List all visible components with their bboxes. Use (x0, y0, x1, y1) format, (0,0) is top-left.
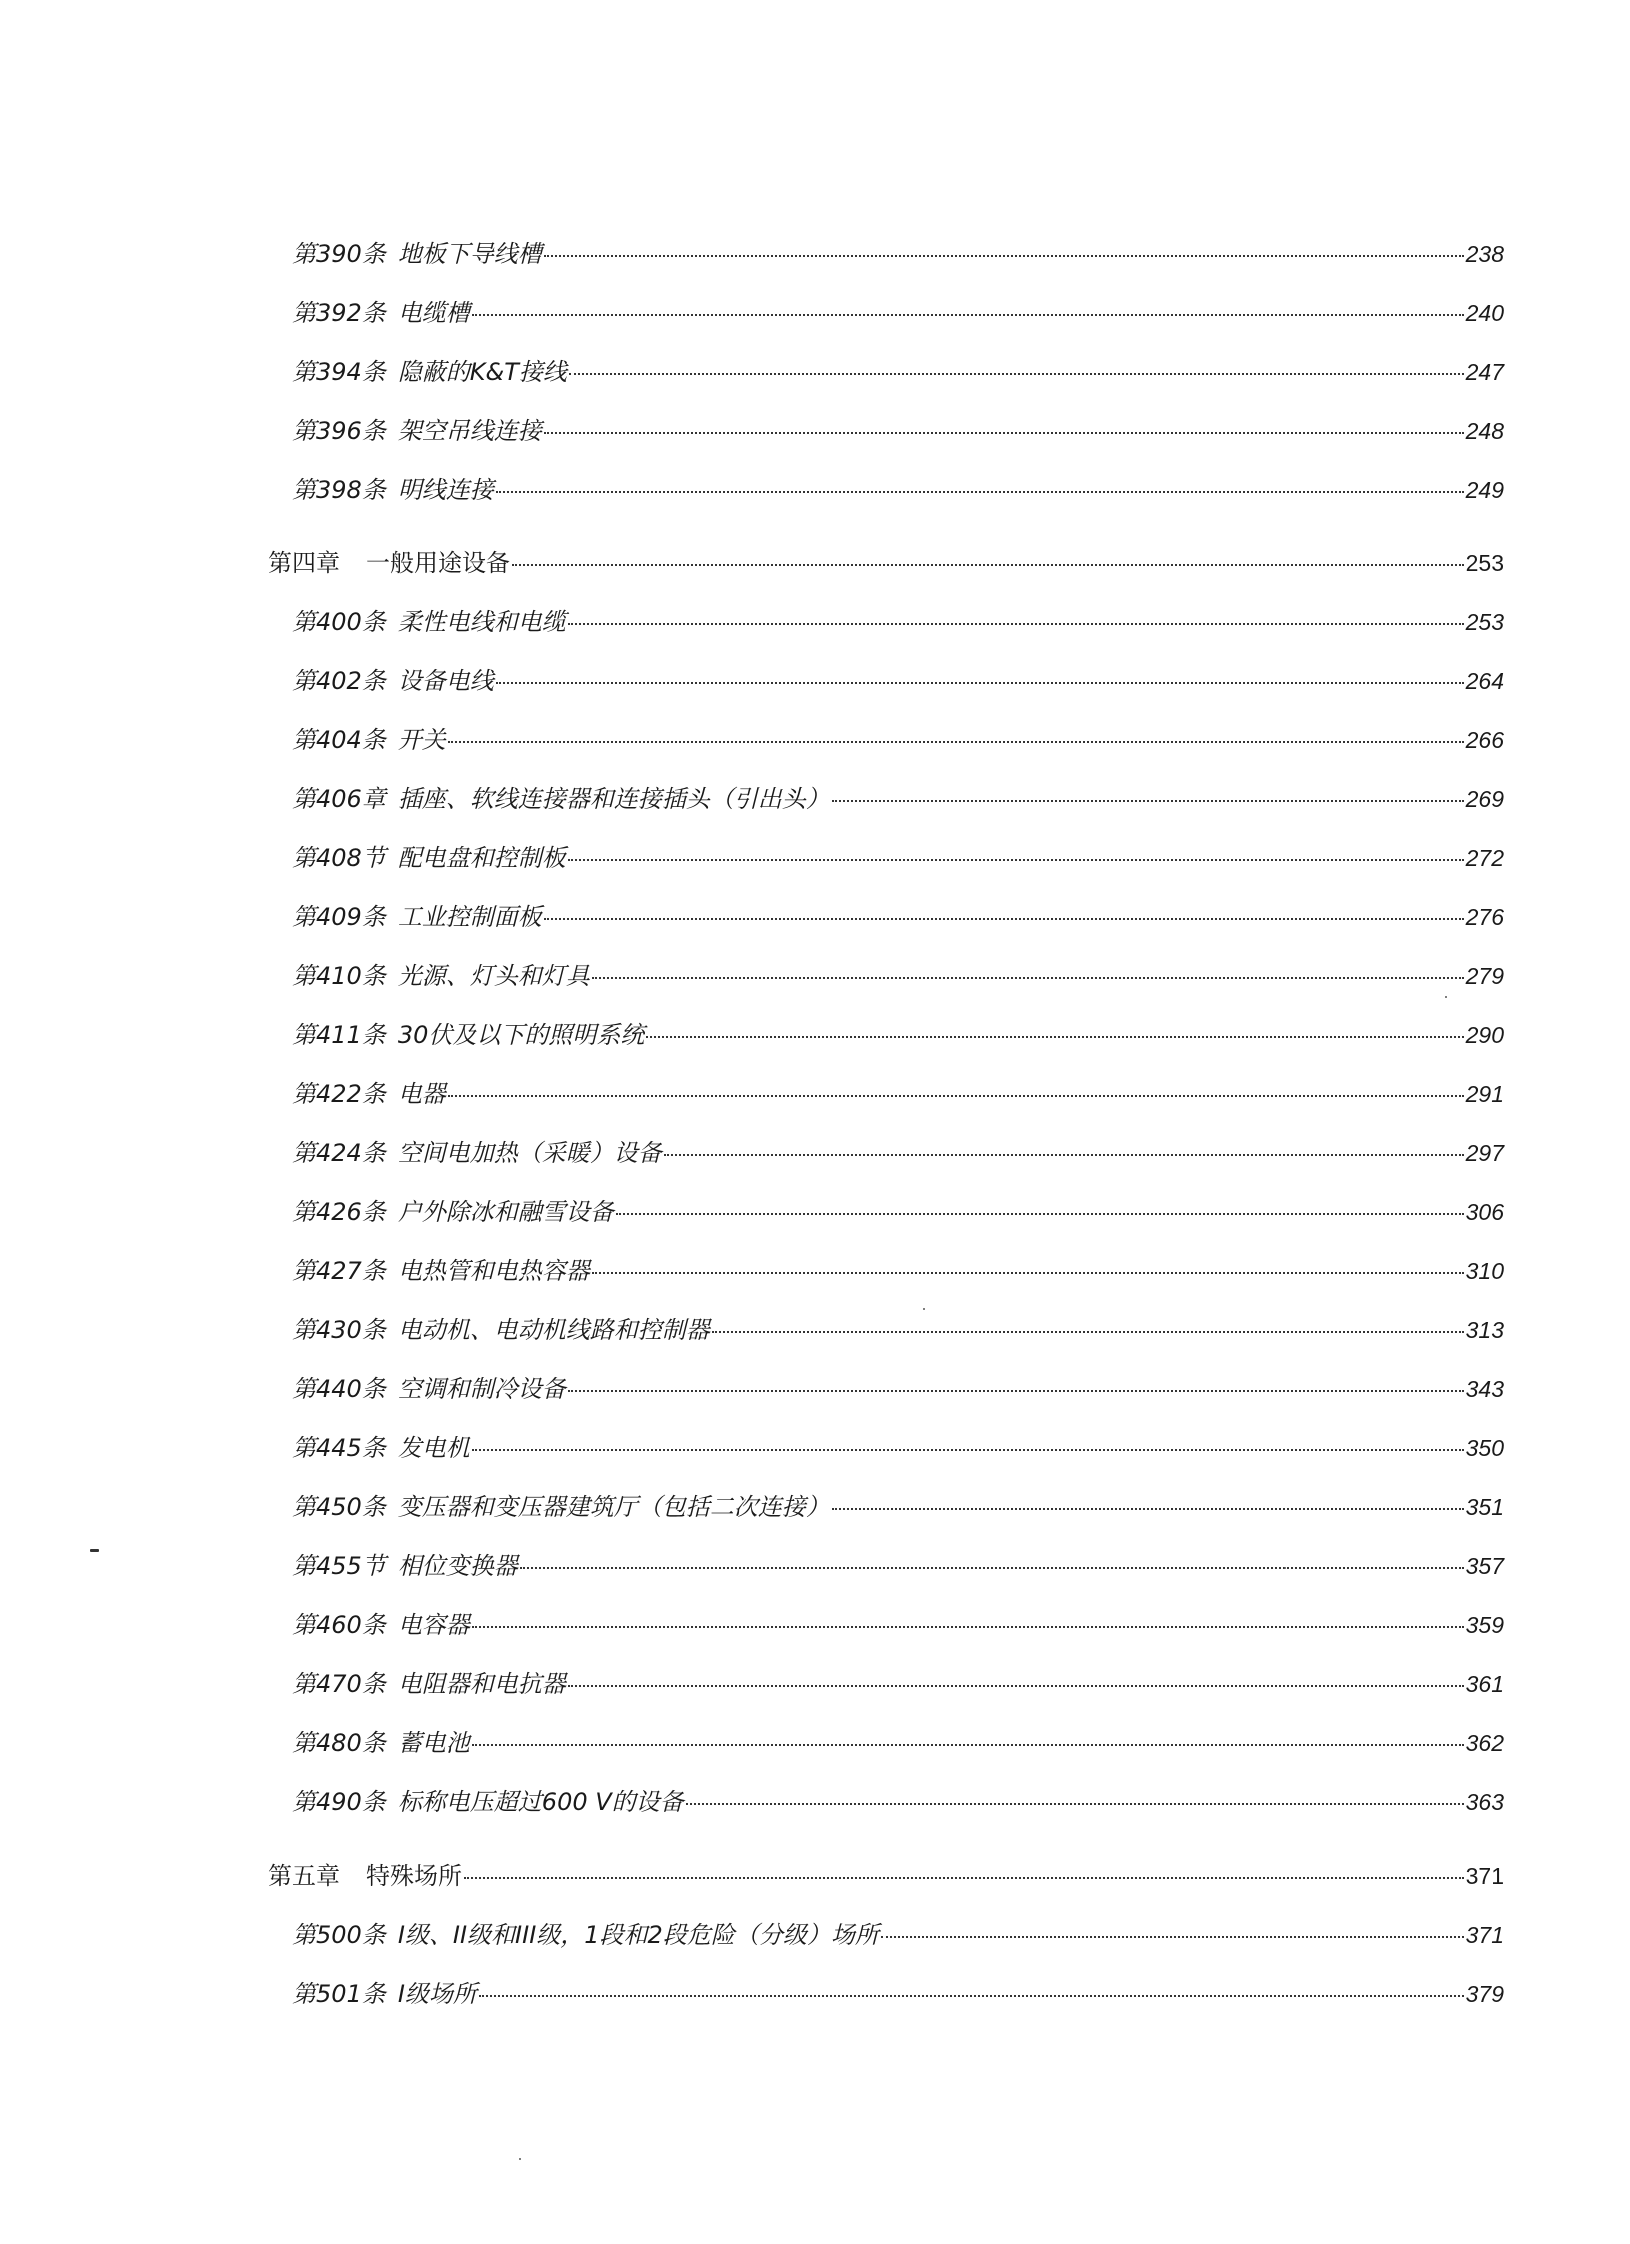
toc-entry-title: 电热管和电热容器 (397, 1257, 590, 1285)
toc-section-entry (292, 607, 1504, 637)
scan-speck (1284, 1567, 1286, 1569)
toc-page-number: 264 (1465, 668, 1504, 694)
toc-entry-title: 开关 (397, 726, 446, 754)
toc-entry-title: 特殊场所 (366, 1862, 462, 1890)
toc-entry-number: 第406章 (292, 785, 386, 813)
toc-entry-number: 第400条 (292, 608, 386, 636)
toc-entry-title: 标称电压超过600 V的设备 (397, 1788, 684, 1816)
toc-page-number: 240 (1465, 300, 1504, 326)
toc-page-number: 290 (1465, 1022, 1504, 1048)
toc-page-number: 359 (1465, 1612, 1504, 1638)
toc-dot-leader (479, 1995, 1464, 1997)
toc-page-number: 363 (1465, 1789, 1504, 1815)
toc-entry-number: 第450条 (292, 1493, 386, 1521)
toc-dot-leader (592, 1272, 1464, 1274)
toc-dot-leader (646, 1036, 1463, 1038)
toc-entry-number: 第390条 (292, 240, 386, 268)
toc-dot-leader (496, 682, 1464, 684)
toc-entry-title: 电动机、电动机线路和控制器 (397, 1316, 710, 1344)
toc-page-number: 351 (1465, 1494, 1504, 1520)
toc-entry-number: 第404条 (292, 726, 386, 754)
toc-chapter-entry (268, 548, 1504, 578)
toc-page-number: 343 (1465, 1376, 1504, 1402)
toc-entry-number: 第501条 (292, 1980, 386, 2008)
toc-entry-number: 第427条 (292, 1257, 386, 1285)
toc-entry-title: 插座、软线连接器和连接插头（引出头） (397, 785, 830, 813)
toc-section-entry (292, 1787, 1504, 1817)
toc-page-number: 248 (1465, 418, 1504, 444)
toc-section-entry (292, 1315, 1504, 1345)
toc-entry-number: 第396条 (292, 417, 386, 445)
toc-entry-title: 明线连接 (397, 476, 494, 504)
toc-dot-leader (568, 859, 1464, 861)
toc-entry-number: 第500条 (292, 1921, 386, 1949)
toc-entry-number: 第392条 (292, 299, 386, 327)
toc-dot-leader (472, 1744, 1464, 1746)
toc-dot-leader (568, 1390, 1464, 1392)
toc-section-entry (292, 1551, 1504, 1581)
toc-section-entry (292, 725, 1504, 755)
toc-dot-leader (472, 1449, 1464, 1451)
toc-entry-title: 架空吊线连接 (397, 417, 542, 445)
toc-entry-title: 地板下导线槽 (397, 240, 542, 268)
toc-dot-leader (448, 1095, 1464, 1097)
toc-entry-title: 隐蔽的K&T接线 (397, 358, 567, 386)
toc-entry-number: 第398条 (292, 476, 386, 504)
toc-entry-number: 第409条 (292, 903, 386, 931)
toc-entry-title: 相位变换器 (397, 1552, 518, 1580)
toc-section-entry (292, 843, 1504, 873)
toc-entry-number: 第430条 (292, 1316, 386, 1344)
toc-page-number: 272 (1465, 845, 1504, 871)
toc-entry-number: 第408节 (292, 844, 386, 872)
toc-page-number: 297 (1465, 1140, 1504, 1166)
toc-dot-leader (520, 1567, 1464, 1569)
toc-dot-leader (512, 564, 1464, 566)
toc-section-entry (292, 239, 1504, 269)
toc-page-number: 361 (1465, 1671, 1504, 1697)
toc-entry-title: 电器 (397, 1080, 446, 1108)
toc-dot-leader (496, 491, 1464, 493)
toc-entry-title: 工业控制面板 (397, 903, 542, 931)
toc-dot-leader (664, 1154, 1464, 1156)
toc-section-entry (292, 1728, 1504, 1758)
toc-page-number: 253 (1465, 609, 1504, 635)
toc-entry-number: 第424条 (292, 1139, 386, 1167)
toc-dot-leader (472, 1626, 1464, 1628)
toc-dot-leader (544, 918, 1464, 920)
toc-entry-title: 变压器和变压器建筑厅（包括二次连接） (397, 1493, 830, 1521)
toc-dot-leader (712, 1331, 1464, 1333)
toc-section-entry (292, 1610, 1504, 1640)
toc-dot-leader (472, 314, 1464, 316)
scan-mark (90, 1549, 99, 1552)
toc-page-number: 371 (1465, 1922, 1504, 1948)
toc-page-number: 350 (1465, 1435, 1504, 1461)
toc-entry-number: 第411条 (292, 1021, 386, 1049)
toc-entry-title: 光源、灯头和灯具 (397, 962, 590, 990)
toc-dot-leader (568, 623, 1464, 625)
toc-entry-number: 第490条 (292, 1788, 386, 1816)
toc-dot-leader (569, 373, 1464, 375)
toc-entry-title: 电阻器和电抗器 (397, 1670, 566, 1698)
toc-dot-leader (881, 1936, 1464, 1938)
toc-entry-title: I级场所 (397, 1980, 477, 2008)
toc-page-number: 310 (1465, 1258, 1504, 1284)
toc-entry-title: 蓄电池 (397, 1729, 470, 1757)
toc-entry-number: 第480条 (292, 1729, 386, 1757)
toc-entry-title: 空调和制冷设备 (397, 1375, 566, 1403)
toc-entry-title: 30伏及以下的照明系统 (397, 1021, 645, 1049)
toc-page-number: 269 (1465, 786, 1504, 812)
toc-entry-title: 发电机 (397, 1434, 470, 1462)
toc-chapter-entry (268, 1861, 1504, 1891)
toc-page-number: 362 (1465, 1730, 1504, 1756)
toc-page-number: 371 (1465, 1863, 1504, 1889)
toc-entry-title: 设备电线 (397, 667, 494, 695)
toc-dot-leader (568, 1685, 1464, 1687)
toc-section-entry (292, 1374, 1504, 1404)
scan-speck (923, 1308, 925, 1310)
toc-section-entry (292, 961, 1504, 991)
toc-page-number: 249 (1465, 477, 1504, 503)
toc-entry-title: 电容器 (397, 1611, 470, 1639)
toc-section-entry (292, 902, 1504, 932)
scan-speck (519, 2158, 521, 2160)
toc-section-entry (292, 298, 1504, 328)
toc-entry-title: 一般用途设备 (366, 549, 510, 577)
toc-dot-leader (448, 741, 1464, 743)
toc-section-entry (292, 1138, 1504, 1168)
toc-section-entry (292, 1433, 1504, 1463)
toc-section-entry (292, 1020, 1504, 1050)
toc-page-number: 306 (1465, 1199, 1504, 1225)
toc-section-entry (292, 357, 1504, 387)
toc-section-entry (292, 1920, 1504, 1950)
toc-entry-number: 第410条 (292, 962, 386, 990)
toc-page-number: 357 (1465, 1553, 1504, 1579)
toc-dot-leader (832, 800, 1464, 802)
toc-entry-title: 配电盘和控制板 (397, 844, 566, 872)
toc-section-entry (292, 784, 1504, 814)
toc-section-entry (292, 416, 1504, 446)
toc-entry-title: I级、II级和III级，1段和2段危险（分级）场所 (397, 1921, 879, 1949)
toc-section-entry (292, 666, 1504, 696)
toc-entry-number: 第四章 (268, 549, 340, 577)
toc-entry-number: 第460条 (292, 1611, 386, 1639)
toc-entry-number: 第五章 (268, 1862, 340, 1890)
toc-entry-number: 第445条 (292, 1434, 386, 1462)
toc-entry-number: 第440条 (292, 1375, 386, 1403)
scan-speck (1445, 996, 1447, 998)
toc-section-entry (292, 1979, 1504, 2009)
toc-entry-title: 空间电加热（采暖）设备 (397, 1139, 662, 1167)
toc-entry-number: 第394条 (292, 358, 386, 386)
toc-dot-leader (616, 1213, 1464, 1215)
toc-dot-leader (686, 1803, 1464, 1805)
toc-page-number: 247 (1465, 359, 1504, 385)
toc-entry-title: 柔性电线和电缆 (397, 608, 566, 636)
toc-dot-leader (832, 1508, 1464, 1510)
toc-section-entry (292, 1197, 1504, 1227)
toc-entry-title: 电缆槽 (397, 299, 470, 327)
toc-entry-title: 户外除冰和融雪设备 (397, 1198, 614, 1226)
toc-dot-leader (544, 255, 1464, 257)
toc-page-number: 253 (1465, 550, 1504, 576)
toc-entry-number: 第455节 (292, 1552, 386, 1580)
toc-page-number: 266 (1465, 727, 1504, 753)
toc-section-entry (292, 1079, 1504, 1109)
toc-entry-number: 第426条 (292, 1198, 386, 1226)
toc-page-number: 313 (1465, 1317, 1504, 1343)
toc-dot-leader (592, 977, 1464, 979)
toc-section-entry (292, 1669, 1504, 1699)
toc-page-number: 279 (1465, 963, 1504, 989)
toc-entry-number: 第422条 (292, 1080, 386, 1108)
toc-entry-number: 第402条 (292, 667, 386, 695)
toc-page-number: 238 (1465, 241, 1504, 267)
toc-page-number: 291 (1465, 1081, 1504, 1107)
toc-dot-leader (544, 432, 1464, 434)
toc-section-entry (292, 1256, 1504, 1286)
toc-section-entry (292, 475, 1504, 505)
toc-entry-number: 第470条 (292, 1670, 386, 1698)
toc-page-number: 276 (1465, 904, 1504, 930)
toc-dot-leader (464, 1877, 1464, 1879)
toc-page-number: 379 (1465, 1981, 1504, 2007)
toc-section-entry (292, 1492, 1504, 1522)
